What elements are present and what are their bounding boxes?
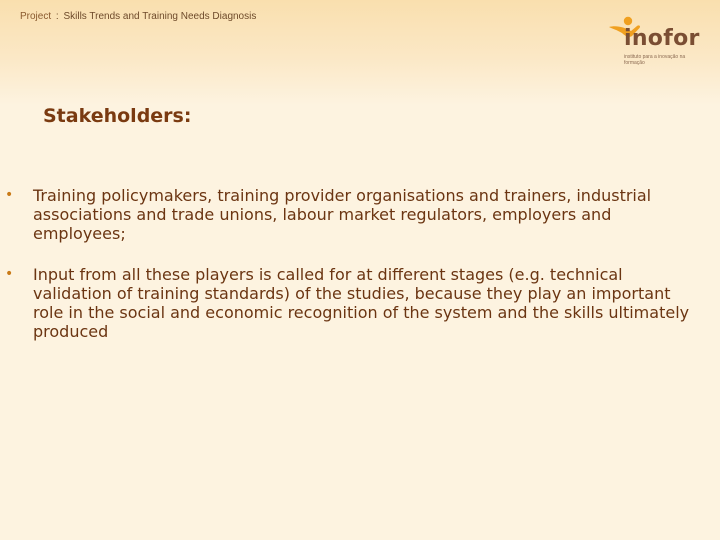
bullet-item xyxy=(0,265,700,341)
bullet-list xyxy=(0,186,700,341)
bullet-dot-icon: • xyxy=(5,266,14,282)
project-name: Skills Trends and Training Needs Diagnosis xyxy=(63,11,257,22)
bullet-text: Training policymakers, training provider organisations and trainers, industrial associations and trade unions, labour market regulators, employers and employees; xyxy=(33,186,652,243)
inofor-logo xyxy=(604,14,708,66)
slide-title: Stakeholders: xyxy=(43,105,192,127)
bullet-item xyxy=(0,186,700,243)
breadcrumb xyxy=(20,11,256,22)
project-label: Project xyxy=(20,11,52,22)
bullet-dot-icon: • xyxy=(5,187,14,203)
breadcrumb-separator: : xyxy=(55,11,59,22)
logo-wordmark: inofor xyxy=(624,26,700,51)
bullet-text: Input from all these players is called for at different stages (e.g. technical validation of training standards) of the studies, because they play an important role in the social and economic recognition of the system and the skills ultimately produced xyxy=(33,265,690,341)
logo-tagline: instituto para a inovação na formação xyxy=(624,54,686,66)
